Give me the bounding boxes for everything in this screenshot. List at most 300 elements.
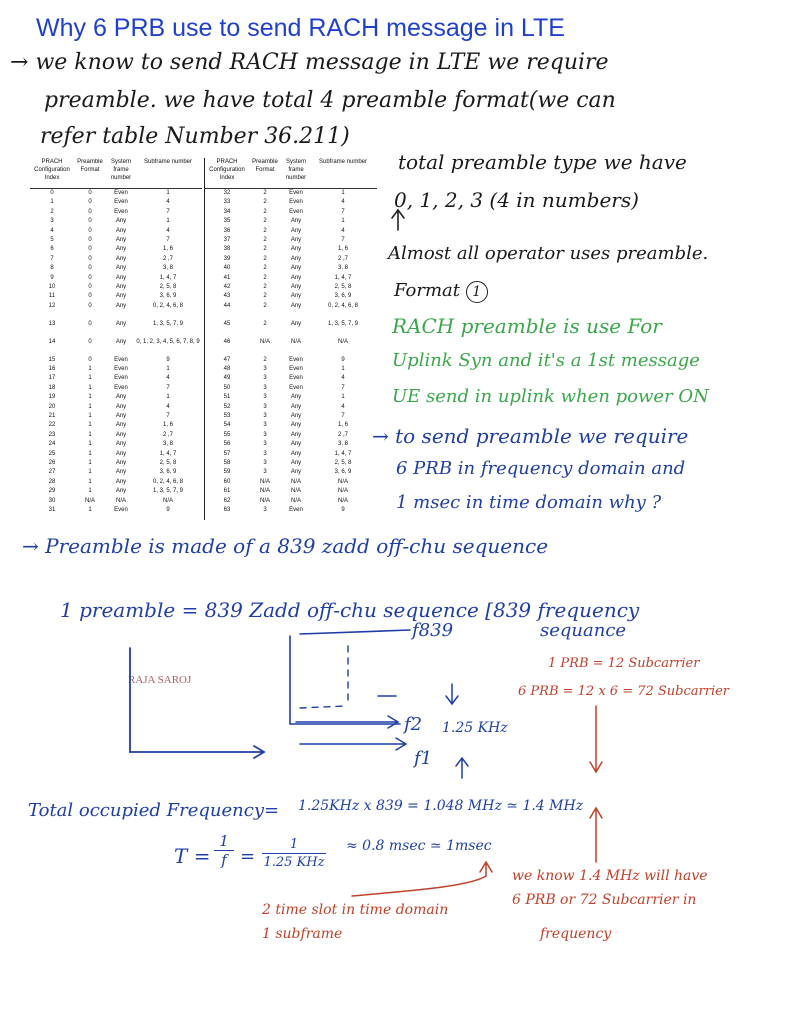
cell-system-frame: Any — [290, 422, 302, 429]
cell-system-frame: N/A — [115, 497, 126, 504]
cell-subframe: 7 — [166, 384, 170, 391]
cell-system-frame: Any — [115, 218, 127, 225]
cell-subframe: 3, 6, 9 — [159, 469, 177, 476]
cell-preamble-format: 0 — [88, 283, 92, 290]
cell-config-index: 32 — [223, 190, 231, 196]
cell-preamble-format: 0 — [88, 265, 92, 272]
cell-system-frame: Even — [289, 208, 303, 215]
cell-subframe: N/A — [162, 497, 173, 504]
cell-preamble-format: 0 — [88, 218, 92, 225]
cell-system-frame: Even — [114, 506, 128, 513]
cell-preamble-format: 3 — [263, 441, 267, 448]
cell-preamble-format: N/A — [84, 497, 95, 504]
cell-preamble-format: 2 — [263, 265, 267, 272]
cell-system-frame: Any — [290, 450, 302, 457]
cell-system-frame: Any — [290, 255, 302, 262]
cell-preamble-format: 1 — [88, 459, 92, 466]
cell-preamble-format: 0 — [88, 236, 92, 243]
cell-system-frame: Any — [115, 459, 127, 466]
cell-system-frame: Any — [290, 218, 302, 225]
intro-line-1: → we know to send RACH message in LTE we require — [10, 50, 609, 75]
cell-config-index: 21 — [48, 413, 56, 420]
cell-subframe: 0, 2, 4, 6, 8 — [152, 478, 184, 485]
cell-system-frame: Any — [290, 403, 302, 410]
cell-system-frame: Any — [290, 441, 302, 448]
cell-subframe: 1 — [341, 366, 345, 373]
cell-config-index: 12 — [48, 302, 56, 309]
calc-equals-2: = — [240, 846, 256, 867]
cell-preamble-format: N/A — [259, 488, 270, 495]
cell-subframe: 4 — [341, 227, 345, 234]
cell-system-frame: Even — [114, 375, 128, 382]
cell-system-frame: Any — [290, 246, 302, 253]
cell-subframe: 7 — [341, 384, 345, 391]
cell-preamble-format: 1 — [88, 431, 92, 438]
format-number-circle: 1 — [466, 281, 488, 303]
cell-config-index: 14 — [48, 338, 56, 345]
cell-config-index: 19 — [48, 394, 56, 401]
header-preamble-format: Preamble Format — [252, 159, 278, 173]
cell-config-index: 58 — [223, 459, 231, 466]
cell-preamble-format: 1 — [88, 478, 92, 485]
calc-t-lhs: T = — [174, 844, 211, 868]
cell-subframe: 9 — [341, 356, 345, 363]
cell-subframe: 4 — [341, 375, 345, 382]
cell-preamble-format: 2 — [263, 208, 267, 215]
cell-subframe: 2 ,7 — [162, 255, 173, 262]
header-subframe: Subframe number — [318, 159, 368, 165]
cell-config-index: 60 — [223, 478, 231, 485]
cell-config-index: 55 — [223, 431, 231, 438]
cell-subframe: 7 — [166, 413, 170, 420]
red-arrow-down — [590, 706, 602, 772]
note-rach-3: UE send in uplink when power ON — [392, 386, 709, 407]
cell-config-index: 40 — [223, 265, 231, 272]
header-config-index: PRACH Configuration Index — [34, 159, 70, 181]
note-rach-2: Uplink Syn and it's a 1st message — [392, 350, 700, 371]
cell-system-frame: Any — [115, 293, 127, 300]
fraction-1-denominator: f — [214, 850, 234, 869]
cell-subframe: 1, 4, 7 — [159, 274, 177, 281]
cell-system-frame: Any — [290, 459, 302, 466]
cell-config-index: 53 — [223, 413, 231, 420]
cell-subframe: 1 — [166, 394, 170, 401]
cell-subframe: 3, 6, 9 — [334, 469, 352, 476]
cell-preamble-format: 2 — [263, 246, 267, 253]
cell-preamble-format: 3 — [263, 450, 267, 457]
cell-system-frame: Even — [289, 199, 303, 206]
up-arrow-types — [392, 210, 404, 230]
cell-system-frame: Any — [290, 227, 302, 234]
cell-subframe: 1, 3, 5, 7, 9 — [152, 488, 184, 495]
cell-config-index: 2 — [50, 208, 54, 215]
cell-preamble-format: 0 — [88, 302, 92, 309]
cell-system-frame: Any — [115, 450, 127, 457]
cell-subframe: 4 — [166, 375, 170, 382]
cell-subframe: 1 — [166, 218, 170, 225]
cell-subframe: 7 — [341, 236, 345, 243]
header-config-index: PRACH Configuration Index — [209, 159, 245, 181]
cell-preamble-format: 1 — [88, 422, 92, 429]
cell-config-index: 24 — [48, 441, 56, 448]
cell-system-frame: Any — [115, 246, 127, 253]
cell-config-index: 26 — [48, 459, 56, 466]
cell-config-index: 46 — [223, 338, 231, 345]
cell-config-index: 5 — [50, 236, 54, 243]
cell-config-index: 54 — [223, 422, 231, 429]
cell-system-frame: Even — [289, 356, 303, 363]
page-title: Why 6 PRB use to send RACH message in LTE — [36, 14, 565, 42]
cell-preamble-format: 1 — [88, 403, 92, 410]
cell-subframe: 0, 1, 2, 3, 4, 5, 6, 7, 8, 9 — [136, 338, 200, 345]
cell-subframe: 7 — [166, 236, 170, 243]
cell-subframe: 1 — [166, 366, 170, 373]
cell-preamble-format: 2 — [263, 227, 267, 234]
cell-system-frame: Any — [115, 469, 127, 476]
cell-system-frame: N/A — [290, 478, 301, 485]
cell-system-frame: Any — [115, 431, 127, 438]
cell-system-frame: Even — [114, 199, 128, 206]
cell-subframe: N/A — [337, 488, 348, 495]
cell-config-index: 27 — [48, 469, 56, 476]
cell-subframe: 0, 2, 4, 6, 8 — [327, 302, 359, 309]
cell-config-index: 63 — [223, 506, 231, 513]
cell-system-frame: N/A — [290, 497, 301, 504]
cell-subframe: 9 — [166, 356, 170, 363]
cell-config-index: 48 — [223, 366, 231, 373]
cell-subframe: 4 — [166, 227, 170, 234]
cell-subframe: N/A — [337, 338, 348, 345]
cell-config-index: 47 — [223, 356, 231, 363]
zc-sequance: sequance — [540, 620, 627, 641]
cell-system-frame: Any — [115, 265, 127, 272]
cell-preamble-format: 0 — [88, 246, 92, 253]
cell-subframe: 2, 5, 8 — [334, 283, 352, 290]
cell-subframe: 4 — [166, 403, 170, 410]
cell-system-frame: Even — [114, 190, 128, 196]
cell-subframe: 2, 5, 8 — [159, 283, 177, 290]
cell-config-index: 18 — [48, 384, 56, 391]
cell-config-index: 44 — [223, 302, 231, 309]
note-slot-2: 1 subframe — [262, 926, 343, 942]
cell-system-frame: Any — [115, 488, 127, 495]
cell-system-frame: Even — [289, 375, 303, 382]
cell-subframe: 1, 4, 7 — [334, 274, 352, 281]
cell-config-index: 31 — [48, 506, 56, 513]
zc-f839-label: f839 — [412, 620, 454, 641]
cell-preamble-format: 1 — [88, 366, 92, 373]
header-system-frame: System frame number — [285, 159, 307, 181]
cell-config-index: 51 — [223, 394, 231, 401]
note-rach-1: RACH preamble is use For — [392, 314, 662, 338]
cell-system-frame: N/A — [290, 488, 301, 495]
axis-arrow — [130, 648, 264, 758]
cell-config-index: 11 — [48, 293, 56, 300]
note-type-list: 0, 1, 2, 3 (4 in numbers) — [394, 188, 639, 212]
cell-subframe: 4 — [341, 199, 345, 206]
cell-config-index: 4 — [50, 227, 54, 234]
cell-config-index: 49 — [223, 375, 231, 382]
note-know-1: we know 1.4 MHz will have — [512, 868, 708, 884]
cell-system-frame: Any — [290, 283, 302, 290]
calc-total-label: Total occupied Frequency — [28, 800, 265, 821]
cell-preamble-format: 3 — [263, 384, 267, 391]
cell-system-frame: Any — [115, 441, 127, 448]
cell-config-index: 0 — [50, 190, 54, 196]
cell-subframe: N/A — [337, 497, 348, 504]
cell-system-frame: Even — [289, 190, 303, 196]
cell-preamble-format: 3 — [263, 459, 267, 466]
cell-preamble-format: 3 — [263, 422, 267, 429]
cell-preamble-format: 1 — [88, 384, 92, 391]
cell-subframe: 3, 6, 9 — [334, 293, 352, 300]
cell-preamble-format: 1 — [88, 506, 92, 513]
cell-subframe: 9 — [166, 506, 170, 513]
cell-preamble-format: 2 — [263, 199, 267, 206]
cell-preamble-format: 3 — [263, 375, 267, 382]
header-system-frame: System frame number — [110, 159, 132, 181]
cell-config-index: 30 — [48, 497, 56, 504]
f839-line — [300, 630, 410, 634]
note-require-2: 6 PRB in frequency domain and — [396, 458, 686, 479]
cell-config-index: 15 — [48, 356, 56, 363]
cell-system-frame: Any — [115, 413, 127, 420]
cell-subframe: 1 — [166, 190, 170, 196]
cell-config-index: 57 — [223, 450, 231, 457]
cell-config-index: 39 — [223, 255, 231, 262]
cell-system-frame: Any — [290, 293, 302, 300]
cell-preamble-format: 0 — [88, 208, 92, 215]
cell-subframe: 2, 5, 8 — [334, 459, 352, 466]
cell-preamble-format: 3 — [263, 506, 267, 513]
cell-system-frame: Any — [115, 422, 127, 429]
cell-config-index: 8 — [50, 265, 54, 272]
cell-subframe: 4 — [166, 199, 170, 206]
cell-preamble-format: 2 — [263, 274, 267, 281]
note-know-2: 6 PRB or 72 Subcarrier in — [512, 892, 697, 908]
cell-preamble-format: 0 — [88, 227, 92, 234]
cell-system-frame: Even — [114, 366, 128, 373]
cell-preamble-format: 3 — [263, 431, 267, 438]
cell-subframe: 3, 6, 9 — [159, 293, 177, 300]
cell-preamble-format: 2 — [263, 190, 267, 196]
cell-preamble-format: 1 — [88, 441, 92, 448]
calc-total-expression: 1.25KHz x 839 = 1.048 MHz ≃ 1.4 MHz — [298, 798, 584, 814]
cell-subframe: 3, 8 — [337, 265, 348, 272]
zc-6prb: 6 PRB = 12 x 6 = 72 Subcarrier — [518, 684, 730, 699]
cell-subframe: 2 ,7 — [337, 255, 348, 262]
cell-preamble-format: 0 — [88, 190, 92, 196]
cell-system-frame: Even — [114, 208, 128, 215]
cell-system-frame: Any — [290, 469, 302, 476]
cell-preamble-format: 0 — [88, 293, 92, 300]
cell-preamble-format: 2 — [263, 236, 267, 243]
cell-subframe: 9 — [341, 506, 345, 513]
cell-system-frame: Any — [290, 413, 302, 420]
cell-subframe: 3, 8 — [337, 441, 348, 448]
cell-preamble-format: 3 — [263, 469, 267, 476]
cell-subframe: 1, 4, 7 — [159, 450, 177, 457]
cell-system-frame: Any — [115, 274, 127, 281]
cell-config-index: 29 — [48, 488, 56, 495]
cell-config-index: 62 — [223, 497, 231, 504]
cell-preamble-format: 3 — [263, 366, 267, 373]
cell-system-frame: Even — [114, 384, 128, 391]
cell-system-frame: Any — [115, 403, 127, 410]
cell-config-index: 16 — [48, 366, 56, 373]
red-arrow-up — [590, 808, 602, 862]
cell-subframe: 1, 3, 5, 7, 9 — [327, 320, 359, 327]
cell-preamble-format: 3 — [263, 403, 267, 410]
note-require-3: 1 msec in time domain why ? — [396, 492, 662, 513]
fraction-2-numerator: 1 — [289, 837, 299, 852]
cell-system-frame: Any — [115, 227, 127, 234]
cell-preamble-format: N/A — [259, 478, 270, 485]
cell-subframe: 3, 8 — [162, 265, 173, 272]
red-arrow-slot — [352, 862, 492, 896]
cell-subframe: 1, 6 — [337, 246, 348, 253]
header-subframe: Subframe number — [143, 159, 193, 165]
cell-subframe: 4 — [341, 403, 345, 410]
cell-config-index: 1 — [50, 199, 54, 206]
cell-subframe: 1, 6 — [162, 246, 173, 253]
cell-config-index: 25 — [48, 450, 56, 457]
zc-1prb: 1 PRB = 12 Subcarrier — [548, 656, 700, 671]
cell-preamble-format: 0 — [88, 338, 92, 345]
cell-preamble-format: 2 — [263, 320, 267, 327]
cell-system-frame: Any — [115, 338, 127, 345]
cell-config-index: 59 — [223, 469, 231, 476]
cell-subframe: 1 — [341, 218, 345, 225]
cell-config-index: 38 — [223, 246, 231, 253]
cell-subframe: 2 ,7 — [337, 431, 348, 438]
cell-preamble-format: 2 — [263, 302, 267, 309]
cell-preamble-format: 0 — [88, 199, 92, 206]
cell-system-frame: Any — [290, 274, 302, 281]
zc-statement: → Preamble is made of a 839 zadd off-chu sequence — [22, 534, 549, 558]
cell-config-index: 13 — [48, 320, 56, 327]
fraction-2-denominator: 1.25 KHz — [263, 855, 325, 870]
cell-system-frame: Any — [115, 320, 127, 327]
note-operator-2: Format 1 — [394, 280, 488, 303]
cell-subframe: 1 — [341, 190, 345, 196]
cell-system-frame: Any — [290, 394, 302, 401]
cell-config-index: 52 — [223, 403, 231, 410]
cell-subframe: 1, 6 — [337, 422, 348, 429]
cell-config-index: 9 — [50, 274, 54, 281]
cell-config-index: 20 — [48, 403, 56, 410]
cell-preamble-format: 2 — [263, 283, 267, 290]
cell-config-index: 17 — [48, 375, 56, 382]
zc-khz-label: 1.25 KHz — [442, 720, 508, 736]
note-total-types: total preamble type we have — [398, 150, 687, 174]
cell-config-index: 7 — [50, 255, 54, 262]
dashed-line — [300, 706, 346, 708]
cell-subframe: 7 — [341, 413, 345, 420]
cell-subframe: 1, 6 — [162, 422, 173, 429]
cell-preamble-format: 1 — [88, 375, 92, 382]
cell-config-index: 10 — [48, 283, 56, 290]
cell-config-index: 6 — [50, 246, 54, 253]
cell-system-frame: N/A — [290, 338, 301, 345]
cell-config-index: 42 — [223, 283, 231, 290]
watermark-raja-saroj: RAJA SAROJ — [128, 674, 192, 686]
zc-f2-label: f2 — [404, 714, 423, 735]
cell-system-frame: Even — [114, 356, 128, 363]
cell-config-index: 50 — [223, 384, 231, 391]
cell-preamble-format: 1 — [88, 469, 92, 476]
cell-preamble-format: 1 — [88, 413, 92, 420]
cell-preamble-format: 2 — [263, 255, 267, 262]
cell-config-index: 34 — [223, 208, 231, 215]
cell-system-frame: Any — [290, 431, 302, 438]
cell-system-frame: Any — [290, 320, 302, 327]
cell-preamble-format: N/A — [259, 497, 270, 504]
cell-preamble-format: 3 — [263, 413, 267, 420]
f1-arrow — [300, 738, 406, 750]
header-preamble-format: Preamble Format — [77, 159, 103, 173]
cell-config-index: 22 — [48, 422, 56, 429]
cell-config-index: 45 — [223, 320, 231, 327]
cell-preamble-format: 3 — [263, 394, 267, 401]
cell-preamble-format: 1 — [88, 488, 92, 495]
cell-system-frame: Any — [115, 236, 127, 243]
cell-system-frame: Any — [115, 283, 127, 290]
cell-subframe: 1, 4, 7 — [334, 450, 352, 457]
cell-config-index: 56 — [223, 441, 231, 448]
cell-preamble-format: 1 — [88, 394, 92, 401]
cell-config-index: 41 — [223, 274, 231, 281]
intro-line-2: preamble. we have total 4 preamble format(we can — [44, 88, 616, 113]
note-require-1: → to send preamble we require — [372, 424, 689, 448]
cell-config-index: 33 — [223, 199, 231, 206]
cell-preamble-format: 0 — [88, 274, 92, 281]
cell-subframe: N/A — [337, 478, 348, 485]
zc-equation-line: 1 preamble = 839 Zadd off-chu sequence [839 frequency — [60, 598, 640, 622]
calc-equals: = — [264, 800, 280, 821]
cell-config-index: 3 — [50, 218, 54, 225]
cell-config-index: 37 — [223, 236, 231, 243]
cell-system-frame: Any — [115, 255, 127, 262]
cell-config-index: 36 — [223, 227, 231, 234]
cell-system-frame: Any — [115, 394, 127, 401]
cell-preamble-format: 0 — [88, 320, 92, 327]
cell-subframe: 2 ,7 — [162, 431, 173, 438]
up-arrow-small — [456, 758, 468, 778]
cell-system-frame: Even — [289, 384, 303, 391]
cell-system-frame: Any — [115, 302, 127, 309]
cell-subframe: 3, 8 — [162, 441, 173, 448]
cell-config-index: 61 — [223, 488, 231, 495]
cell-config-index: 35 — [223, 218, 231, 225]
cell-subframe: 7 — [341, 208, 345, 215]
cell-preamble-format: N/A — [259, 338, 270, 345]
cell-preamble-format: 2 — [263, 293, 267, 300]
cell-config-index: 43 — [223, 293, 231, 300]
cell-config-index: 23 — [48, 431, 56, 438]
cell-system-frame: Any — [290, 302, 302, 309]
cell-preamble-format: 0 — [88, 255, 92, 262]
fraction-1-numerator: 1 — [219, 832, 229, 850]
cell-system-frame: Any — [290, 265, 302, 272]
calc-t-result: ≈ 0.8 msec ≃ 1msec — [346, 838, 492, 854]
note-know-3: frequency — [540, 926, 612, 942]
note-slot-1: 2 time slot in time domain — [262, 902, 449, 918]
freq-box — [290, 636, 400, 724]
note-operator-1: Almost all operator uses preamble. — [388, 243, 709, 264]
cell-preamble-format: 2 — [263, 218, 267, 225]
cell-preamble-format: 1 — [88, 450, 92, 457]
